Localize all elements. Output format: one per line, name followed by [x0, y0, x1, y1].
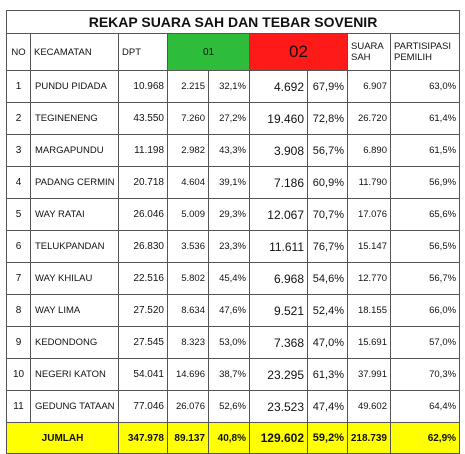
cell-pct-01: 45,4%	[209, 263, 250, 295]
total-label: JUMLAH	[7, 423, 119, 454]
cell-pct-01: 52,6%	[209, 391, 250, 423]
cell-votes-02: 11.611	[250, 231, 308, 263]
recap-sheet	[6, 10, 459, 445]
total-dpt: 347.978	[119, 423, 168, 454]
cell-votes-02: 23.523	[250, 391, 308, 423]
cell-suara-sah: 15.691	[348, 327, 391, 359]
header-suara-sah-line2: SAH	[351, 52, 371, 63]
cell-kecamatan: WAY LIMA	[31, 295, 119, 327]
cell-partisipasi: 66,0%	[391, 295, 460, 327]
cell-suara-sah: 11.790	[348, 167, 391, 199]
total-votes-01: 89.137	[168, 423, 209, 454]
cell-pct-01: 32,1%	[209, 71, 250, 103]
cell-votes-01: 4.604	[168, 167, 209, 199]
cell-partisipasi: 64,4%	[391, 391, 460, 423]
cell-pct-01: 53,0%	[209, 327, 250, 359]
cell-partisipasi: 65,6%	[391, 199, 460, 231]
header-partisipasi-line1: PARTISIPASI	[394, 41, 452, 52]
cell-partisipasi: 57,0%	[391, 327, 460, 359]
cell-votes-01: 5.009	[168, 199, 209, 231]
cell-no: 2	[7, 103, 31, 135]
cell-votes-02: 19.460	[250, 103, 308, 135]
table-row	[7, 295, 460, 327]
table-row	[7, 71, 460, 103]
cell-partisipasi: 56,5%	[391, 231, 460, 263]
cell-kecamatan: NEGERI KATON	[31, 359, 119, 391]
cell-dpt: 22.516	[119, 263, 168, 295]
cell-votes-01: 14.696	[168, 359, 209, 391]
total-row	[7, 423, 460, 454]
cell-kecamatan: GEDUNG TATAAN	[31, 391, 119, 423]
cell-partisipasi: 56,9%	[391, 167, 460, 199]
cell-dpt: 10.968	[119, 71, 168, 103]
header-kecamatan-label: KECAMATAN	[34, 46, 92, 58]
total-pct-01: 40,8%	[209, 423, 250, 454]
cell-suara-sah: 6.890	[348, 135, 391, 167]
cell-kecamatan: TEGINENENG	[31, 103, 119, 135]
cell-kecamatan: MARGAPUNDU	[31, 135, 119, 167]
cell-pct-02: 54,6%	[308, 263, 348, 295]
cell-no: 9	[7, 327, 31, 359]
cell-votes-02: 7.186	[250, 167, 308, 199]
cell-pct-01: 39,1%	[209, 167, 250, 199]
cell-votes-02: 4.692	[250, 71, 308, 103]
cell-no: 3	[7, 135, 31, 167]
cell-votes-01: 5.802	[168, 263, 209, 295]
cell-suara-sah: 17.076	[348, 199, 391, 231]
table-row	[7, 199, 460, 231]
cell-pct-01: 38,7%	[209, 359, 250, 391]
cell-dpt: 43.550	[119, 103, 168, 135]
cell-votes-02: 12.067	[250, 199, 308, 231]
cell-kecamatan: KEDONDONG	[31, 327, 119, 359]
cell-dpt: 54.041	[119, 359, 168, 391]
cell-suara-sah: 37.991	[348, 359, 391, 391]
cell-votes-01: 2.215	[168, 71, 209, 103]
cell-suara-sah: 26.720	[348, 103, 391, 135]
cell-no: 4	[7, 167, 31, 199]
total-partisipasi: 62,9%	[391, 423, 460, 454]
cell-votes-01: 7.260	[168, 103, 209, 135]
cell-partisipasi: 61,4%	[391, 103, 460, 135]
table-row	[7, 135, 460, 167]
header-no: NO	[7, 34, 31, 71]
cell-pct-01: 47,6%	[209, 295, 250, 327]
cell-no: 1	[7, 71, 31, 103]
cell-votes-01: 3.536	[168, 231, 209, 263]
cell-pct-02: 61,3%	[308, 359, 348, 391]
cell-kecamatan: WAY KHILAU	[31, 263, 119, 295]
total-pct-02: 59,2%	[308, 423, 348, 454]
header-row	[7, 34, 460, 71]
cell-dpt: 77.046	[119, 391, 168, 423]
cell-kecamatan: WAY RATAI	[31, 199, 119, 231]
cell-suara-sah: 15.147	[348, 231, 391, 263]
table-row	[7, 359, 460, 391]
cell-suara-sah: 18.155	[348, 295, 391, 327]
cell-suara-sah: 6.907	[348, 71, 391, 103]
cell-votes-01: 8.323	[168, 327, 209, 359]
table-title: REKAP SUARA SAH DAN TEBAR SOVENIR	[7, 11, 460, 34]
cell-no: 8	[7, 295, 31, 327]
cell-dpt: 26.830	[119, 231, 168, 263]
cell-dpt: 27.545	[119, 327, 168, 359]
table-body	[7, 71, 460, 423]
cell-pct-01: 27,2%	[209, 103, 250, 135]
cell-votes-01: 2.982	[168, 135, 209, 167]
cell-pct-02: 60,9%	[308, 167, 348, 199]
cell-votes-02: 6.968	[250, 263, 308, 295]
header-partisipasi-line2: PEMILIH	[394, 52, 433, 63]
cell-dpt: 27.520	[119, 295, 168, 327]
cell-pct-02: 47,4%	[308, 391, 348, 423]
cell-pct-02: 47,0%	[308, 327, 348, 359]
cell-pct-02: 67,9%	[308, 71, 348, 103]
cell-no: 7	[7, 263, 31, 295]
table-row	[7, 263, 460, 295]
cell-pct-02: 76,7%	[308, 231, 348, 263]
cell-no: 10	[7, 359, 31, 391]
cell-pct-01: 23,3%	[209, 231, 250, 263]
cell-dpt: 26.046	[119, 199, 168, 231]
cell-pct-02: 70,7%	[308, 199, 348, 231]
header-candidate-01: 01	[168, 34, 250, 71]
recap-table	[6, 10, 460, 454]
cell-suara-sah: 12.770	[348, 263, 391, 295]
cell-pct-02: 56,7%	[308, 135, 348, 167]
cell-no: 5	[7, 199, 31, 231]
cell-pct-02: 72,8%	[308, 103, 348, 135]
cell-votes-02: 9.521	[250, 295, 308, 327]
cell-kecamatan: PADANG CERMIN	[31, 167, 119, 199]
cell-no: 6	[7, 231, 31, 263]
cell-dpt: 20.718	[119, 167, 168, 199]
cell-partisipasi: 56,7%	[391, 263, 460, 295]
table-row	[7, 231, 460, 263]
header-kecamatan	[31, 34, 119, 71]
cell-votes-02: 7.368	[250, 327, 308, 359]
table-row	[7, 167, 460, 199]
header-dpt	[119, 34, 168, 71]
header-candidate-02: 02	[250, 34, 348, 71]
cell-partisipasi: 63,0%	[391, 71, 460, 103]
header-partisipasi	[391, 34, 460, 71]
cell-votes-02: 3.908	[250, 135, 308, 167]
cell-partisipasi: 61,5%	[391, 135, 460, 167]
cell-votes-01: 8.634	[168, 295, 209, 327]
cell-kecamatan: PUNDU PIDADA	[31, 71, 119, 103]
cell-pct-01: 29,3%	[209, 199, 250, 231]
cell-pct-01: 43,3%	[209, 135, 250, 167]
cell-votes-01: 26.076	[168, 391, 209, 423]
header-suara-sah	[348, 34, 391, 71]
cell-votes-02: 23.295	[250, 359, 308, 391]
cell-partisipasi: 70,3%	[391, 359, 460, 391]
cell-dpt: 11.198	[119, 135, 168, 167]
total-votes-02: 129.602	[250, 423, 308, 454]
cell-no: 11	[7, 391, 31, 423]
total-suara-sah: 218.739	[348, 423, 391, 454]
table-row	[7, 391, 460, 423]
cell-kecamatan: TELUKPANDAN	[31, 231, 119, 263]
header-suara-sah-line1: SUARA	[351, 41, 384, 52]
table-row	[7, 103, 460, 135]
header-dpt-label: DPT	[122, 46, 141, 58]
cell-suara-sah: 49.602	[348, 391, 391, 423]
table-row	[7, 327, 460, 359]
cell-pct-02: 52,4%	[308, 295, 348, 327]
title-row	[7, 11, 460, 34]
